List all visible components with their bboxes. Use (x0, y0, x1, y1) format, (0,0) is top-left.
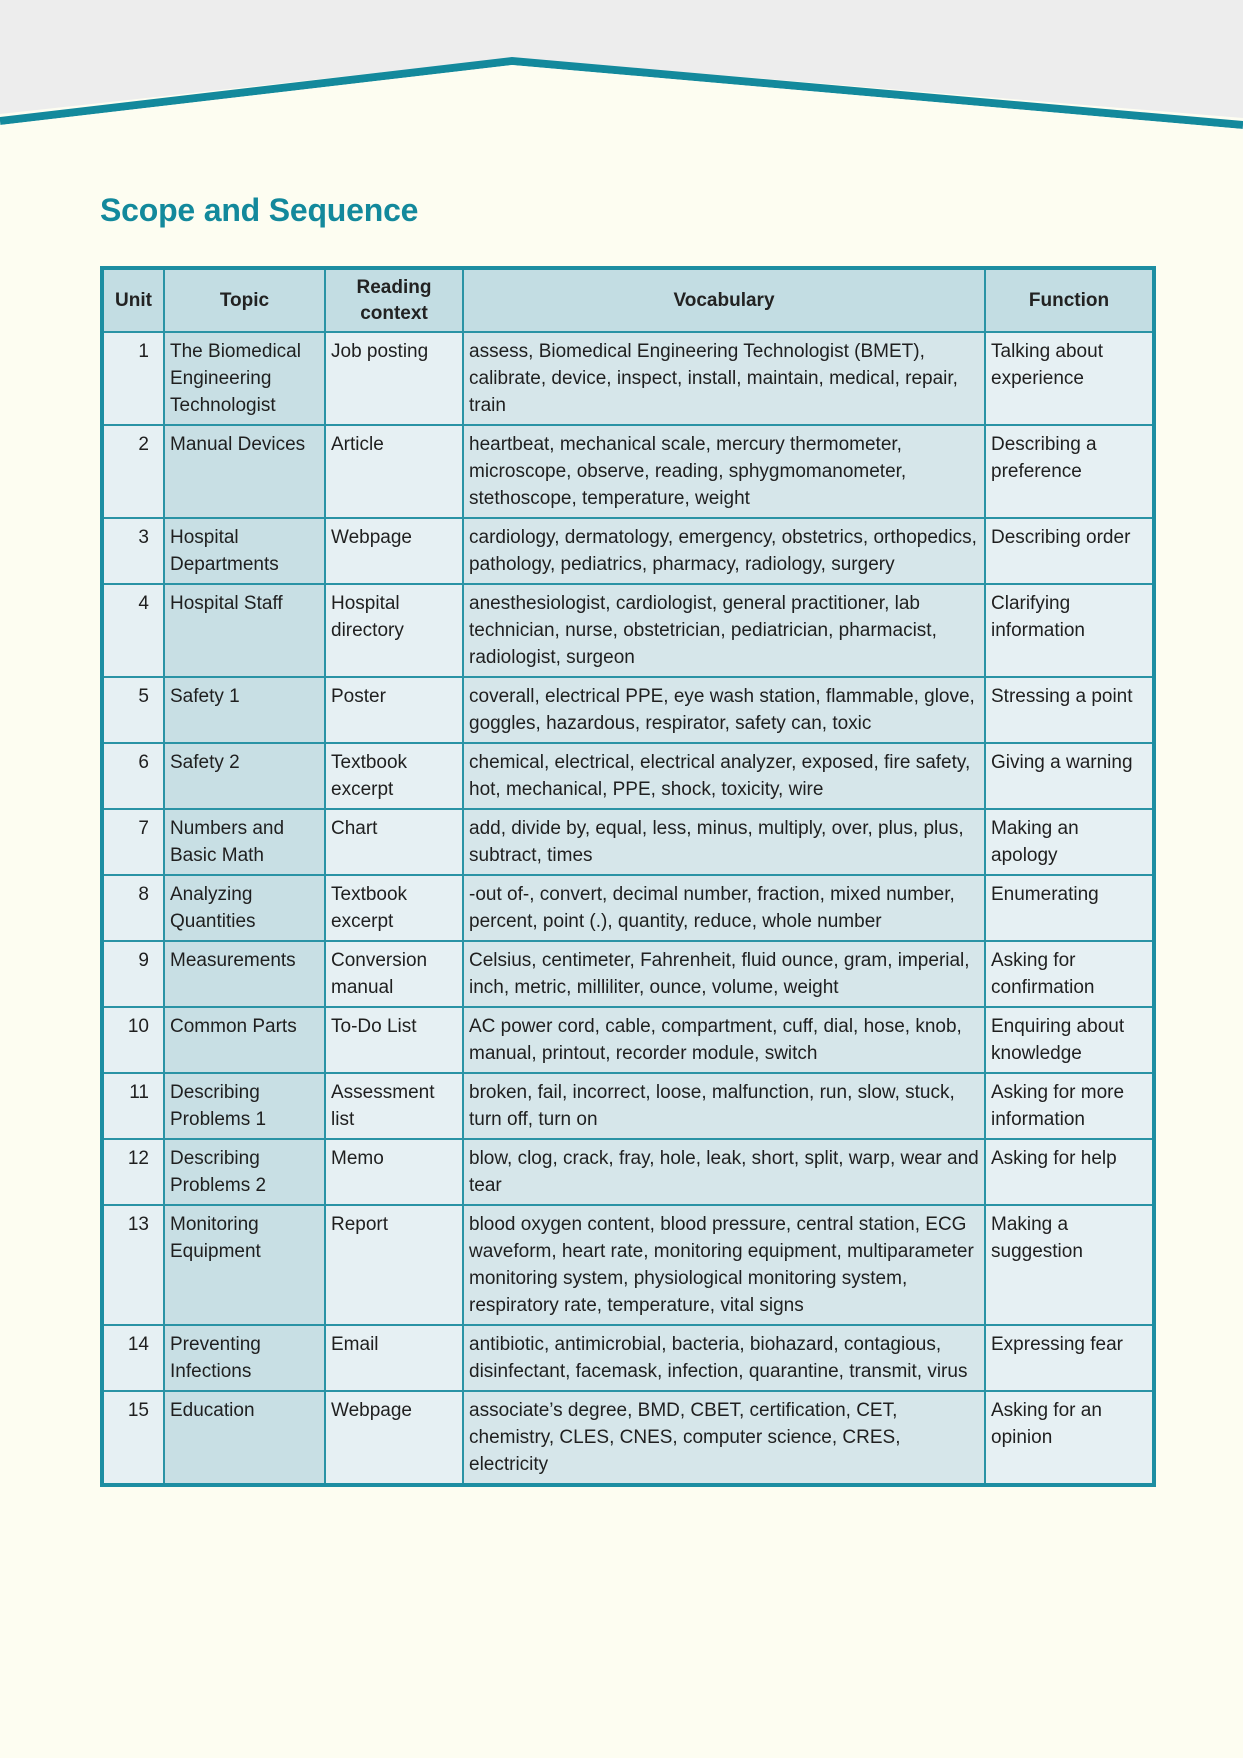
topic-cell: Analyzing Quantities (164, 875, 325, 941)
reading-context-cell: Webpage (325, 518, 463, 584)
topic-cell: The Biomedical Engineering Technologist (164, 332, 325, 425)
reading-context-cell: Assessment list (325, 1073, 463, 1139)
table-row (102, 1205, 1154, 1325)
unit-cell: 10 (102, 1007, 164, 1073)
unit-cell: 2 (102, 425, 164, 518)
vocabulary-cell: chemical, electrical, electrical analyzer, exposed, fire safety, hot, mechanical, PPE, shock, toxicity, wire (463, 743, 985, 809)
reading-context-cell: Textbook excerpt (325, 875, 463, 941)
function-cell: Describing order (985, 518, 1154, 584)
table-row (102, 941, 1154, 1007)
topic-cell: Preventing Infections (164, 1325, 325, 1391)
vocabulary-cell: add, divide by, equal, less, minus, multiply, over, plus, plus, subtract, times (463, 809, 985, 875)
table-row (102, 743, 1154, 809)
scope-sequence-table (100, 266, 1156, 1487)
function-cell: Expressing fear (985, 1325, 1154, 1391)
function-cell: Describing a preference (985, 425, 1154, 518)
reading-context-cell: Memo (325, 1139, 463, 1205)
table-row (102, 332, 1154, 425)
table-row (102, 875, 1154, 941)
header-function: Function (985, 268, 1154, 332)
function-cell: Enumerating (985, 875, 1154, 941)
header-reading-context: Reading context (325, 268, 463, 332)
vocabulary-cell: associate’s degree, BMD, CBET, certification, CET, chemistry, CLES, CNES, computer science, CRES, electricity (463, 1391, 985, 1485)
topic-cell: Common Parts (164, 1007, 325, 1073)
vocabulary-cell: blow, clog, crack, fray, hole, leak, short, split, warp, wear and tear (463, 1139, 985, 1205)
function-cell: Asking for help (985, 1139, 1154, 1205)
unit-cell: 1 (102, 332, 164, 425)
vocabulary-cell: broken, fail, incorrect, loose, malfunction, run, slow, stuck, turn off, turn on (463, 1073, 985, 1139)
reading-context-cell: Report (325, 1205, 463, 1325)
function-cell: Enquiring about knowledge (985, 1007, 1154, 1073)
topic-cell: Education (164, 1391, 325, 1485)
unit-cell: 4 (102, 584, 164, 677)
unit-cell: 5 (102, 677, 164, 743)
header-vocabulary: Vocabulary (463, 268, 985, 332)
function-cell: Giving a warning (985, 743, 1154, 809)
table-row (102, 1007, 1154, 1073)
unit-cell: 9 (102, 941, 164, 1007)
function-cell: Asking for confirmation (985, 941, 1154, 1007)
table-row (102, 1325, 1154, 1391)
table-row (102, 677, 1154, 743)
table-row (102, 1139, 1154, 1205)
function-cell: Making an apology (985, 809, 1154, 875)
unit-cell: 13 (102, 1205, 164, 1325)
function-cell: Stressing a point (985, 677, 1154, 743)
topic-cell: Monitoring Equipment (164, 1205, 325, 1325)
table-row (102, 1073, 1154, 1139)
unit-cell: 3 (102, 518, 164, 584)
topic-cell: Numbers and Basic Math (164, 809, 325, 875)
vocabulary-cell: coverall, electrical PPE, eye wash station, flammable, glove, goggles, hazardous, respirator, safety can, toxic (463, 677, 985, 743)
topic-cell: Describing Problems 2 (164, 1139, 325, 1205)
vocabulary-cell: antibiotic, antimicrobial, bacteria, biohazard, contagious, disinfectant, facemask, infection, quarantine, transmit, virus (463, 1325, 985, 1391)
vocabulary-cell: AC power cord, cable, compartment, cuff, dial, hose, knob, manual, printout, recorder module, switch (463, 1007, 985, 1073)
unit-cell: 15 (102, 1391, 164, 1485)
vocabulary-cell: assess, Biomedical Engineering Technologist (BMET), calibrate, device, inspect, install, maintain, medical, repair, train (463, 332, 985, 425)
reading-context-cell: Webpage (325, 1391, 463, 1485)
reading-context-cell: Chart (325, 809, 463, 875)
vocabulary-cell: cardiology, dermatology, emergency, obstetrics, orthopedics, pathology, pediatrics, pharmacy, radiology, surgery (463, 518, 985, 584)
reading-context-cell: Email (325, 1325, 463, 1391)
table-row (102, 584, 1154, 677)
reading-context-cell: Article (325, 425, 463, 518)
topic-cell: Hospital Departments (164, 518, 325, 584)
vocabulary-cell: heartbeat, mechanical scale, mercury thermometer, microscope, observe, reading, sphygmomanometer, stethoscope, temperature, weight (463, 425, 985, 518)
unit-cell: 11 (102, 1073, 164, 1139)
header-topic: Topic (164, 268, 325, 332)
reading-context-cell: Textbook excerpt (325, 743, 463, 809)
topic-cell: Manual Devices (164, 425, 325, 518)
function-cell: Making a suggestion (985, 1205, 1154, 1325)
reading-context-cell: Poster (325, 677, 463, 743)
reading-context-cell: Conversion manual (325, 941, 463, 1007)
unit-cell: 8 (102, 875, 164, 941)
function-cell: Asking for more information (985, 1073, 1154, 1139)
reading-context-cell: Job posting (325, 332, 463, 425)
function-cell: Clarifying information (985, 584, 1154, 677)
topic-cell: Describing Problems 1 (164, 1073, 325, 1139)
topic-cell: Safety 2 (164, 743, 325, 809)
topic-cell: Hospital Staff (164, 584, 325, 677)
unit-cell: 14 (102, 1325, 164, 1391)
reading-context-cell: Hospital directory (325, 584, 463, 677)
table-row (102, 809, 1154, 875)
vocabulary-cell: Celsius, centimeter, Fahrenheit, fluid ounce, gram, imperial, inch, metric, milliliter, ounce, volume, weight (463, 941, 985, 1007)
header-unit: Unit (102, 268, 164, 332)
table-row (102, 1391, 1154, 1485)
unit-cell: 6 (102, 743, 164, 809)
page-title: Scope and Sequence (100, 192, 419, 228)
vocabulary-cell: anesthesiologist, cardiologist, general practitioner, lab technician, nurse, obstetrician, pediatrician, pharmacist, radiologist, surgeon (463, 584, 985, 677)
table-header-row (102, 268, 1154, 332)
function-cell: Talking about experience (985, 332, 1154, 425)
vocabulary-cell: -out of-, convert, decimal number, fraction, mixed number, percent, point (.), quantity, reduce, whole number (463, 875, 985, 941)
header-band (0, 0, 1243, 140)
table-row (102, 518, 1154, 584)
unit-cell: 12 (102, 1139, 164, 1205)
vocabulary-cell: blood oxygen content, blood pressure, central station, ECG waveform, heart rate, monitoring equipment, multiparameter monitoring system, physiological monitoring system, respiratory rate, temperature, vital signs (463, 1205, 985, 1325)
function-cell: Asking for an opinion (985, 1391, 1154, 1485)
table-row (102, 425, 1154, 518)
topic-cell: Measurements (164, 941, 325, 1007)
reading-context-cell: To-Do List (325, 1007, 463, 1073)
topic-cell: Safety 1 (164, 677, 325, 743)
table-body (102, 332, 1154, 1485)
unit-cell: 7 (102, 809, 164, 875)
